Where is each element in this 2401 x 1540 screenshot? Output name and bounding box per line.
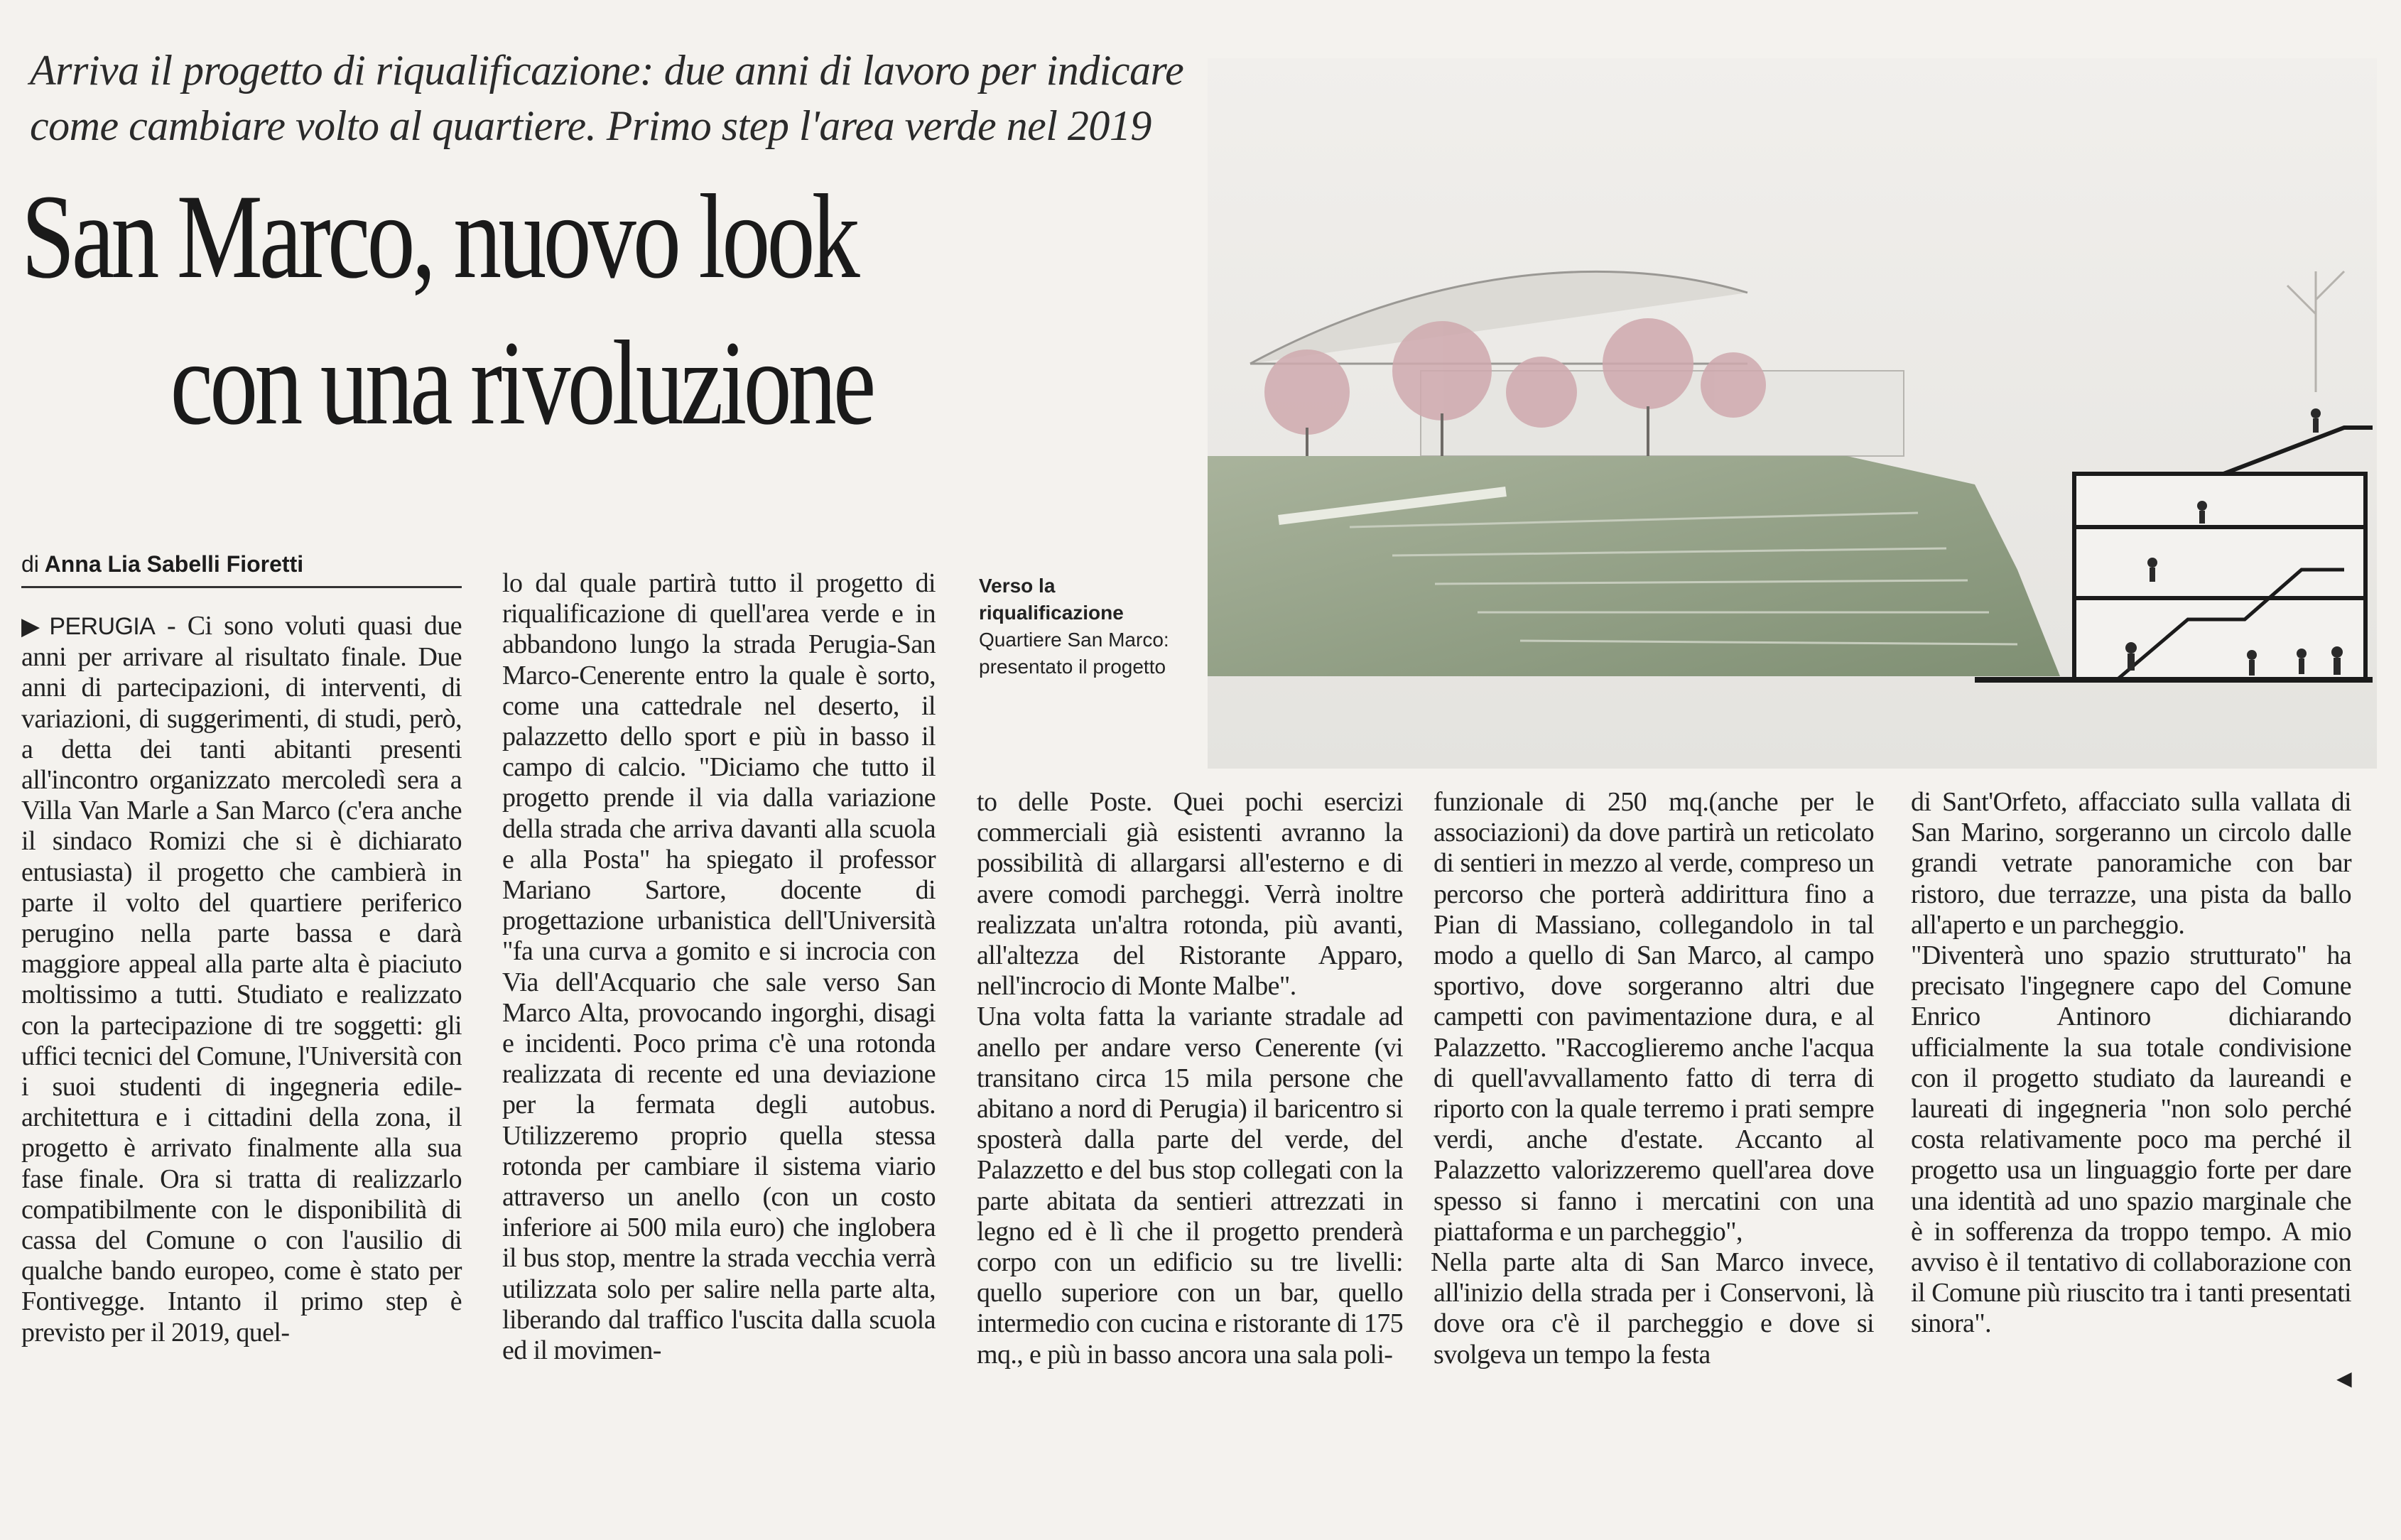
architectural-section-illustration [1208,58,2377,769]
project-rendering-image [1208,58,2377,769]
column-3-paragraph-1: to delle Poste. Quei pochi esercizi commerciali già esistenti avranno la possibilità di allargarsi all'esterno e di avere comodi parcheggi. Verrà inoltre realizzata un'altra rotonda, più avanti, all'altezza del Ristorante Apparo, nell'incrocio di Monte Malbe". [977,787,1403,1002]
kicker-subtitle: Arriva il progetto di riqualificazione: due anni di lavoro per indicare come cambiare volto al quartiere. Primo step l'area verde nel 2019 [30,47,1184,149]
end-of-article-icon: ◀ [2336,1368,2351,1391]
column-5-paragraph-1: di Sant'Orfeto, affacciato sulla vallata di San Marino, sorgeranno un circolo dalle grandi vetrate panoramiche con bar ristoro, due terrazze, una pista da ballo all'aperto e un parcheggio. [1911,787,2351,940]
column-1-text: - Ci sono voluti quasi due anni per arrivare al risultato finale. Due anni di partecipazioni, di interventi, di variazioni, di suggerimenti, di studi, però, a detta dei tanti abitanti presenti all'incontro organizzato mercoledì sera a Villa Van Marle a San Marco (c'era anche il sindaco Romizi che si è dichiarato entusiasta) il progetto che cambierà in parte il volto del quartiere periferico perugino nella parte bassa e darà maggiore appeal alla parte alta è piaciuto moltissimo a tutti. Studiato e realizzato con la partecipazione di tre soggetti: gli uffici tecnici del Comune, l'Università con i suoi studenti di ingegneria edile-architettura e i cittadini della zona, il progetto è arrivato finalmente alla sua fase finale. Ora si tratta di realizzarlo compatibilmente con le disponibilità di cassa del Comune o con l'ausilio di qualche bando europeo, come è stato per Fontivegge. Intanto il primo step è previsto per il 2019, quel- [21,611,462,1348]
triangle-marker-icon: ▶ [21,614,45,640]
article-column-5 [1911,787,2351,1391]
column-2-text: lo dal quale partirà tutto il progetto di riqualificazione di quell'area verde e in abbandono lungo la strada Perugia-San Marco-Cenerente entro la quale è sorto, come una cattedrale nel deserto, il palazzetto dello sport e più in basso il campo di calcio. "Diciamo che tutto il progetto prende il via dalla variazione della strada che arriva davanti alla scuola e alla Posta" ha spiegato il professor Mariano Sartore, docente di progettazione urbanistica dell'Università "fa una curva a gomito e si incrocia con Via dell'Acquario che sale verso San Marco Alta, provocando ingorghi, disagi e incidenti. Poco prima c'è una rotonda realizzata di recente ed una deviazione per la fermata degli autobus. Utilizzeremo proprio quella stessa rotonda per cambiare il sistema viario attraverso un anello (con un costo inferiore ai 500 mila euro) che inglobera il bus stop, mentre la strada vecchia verrà utilizzata solo per salire nella parte alta, liberando dal traffico l'uscita dalla scuola ed il movimen- [502,568,936,1366]
column-4-paragraph-1: funzionale di 250 mq.(anche per le associazioni) da dove partirà un reticolato di sentieri in mezzo al verde, compreso un percorso che porterà addirittura fino a Pian di Massiano, collegandolo in tal modo a quello di San Marco, al campo sportivo, dove sorgeranno altri due campetti con pavimentazione dura, e al Palazzetto. "Raccoglieremo anche l'acqua di quell'avvallamento fatto di terra di riporto con la quale terremo i prati sempre verdi, anche d'estate. Accanto al Palazzetto valorizzeremo quell'area dove spesso si fanno i mercatini con una piattaforma e un parcheggio", [1433,787,1874,1247]
headline-line-2: con una rivoluzione [170,316,873,450]
headline [21,163,976,456]
article-column-3 [977,787,1403,1370]
byline-author: Anna Lia Sabelli Fioretti [44,551,304,577]
caption-title: Verso la riqualificazione [979,575,1124,624]
dateline-city: PERUGIA [49,613,156,640]
caption-text: Quartiere San Marco: presentato il progetto [979,629,1169,678]
column-5-paragraph-2: "Diventerà uno spazio strutturato" ha precisato l'ingegnere capo del Comune Enrico Antinoro dichiarando ufficialmente la sua totale condivisione con il progetto studiato da laureandi e laureati di ingegneria "non solo perché costa relativamente poco ma perché il progetto usa un linguaggio forte per dare una identità ad uno spazio marginale che è in sofferenza da troppo tempo. A mio avviso è il tentativo di collaborazione con il Comune più riuscito tra i tanti presentati sinora". [1911,940,2351,1339]
headline-line-1: San Marco, nuovo look [21,170,857,303]
article-column-1 [21,611,462,1348]
column-4-paragraph-2: Nella parte alta di San Marco invece, all'inizio della strada per i Conservoni, là dove ora c'è il parcheggio e dove si svolgeva un tempo la festa [1431,1247,1874,1370]
building-section [2074,474,2365,680]
article-column-2 [502,568,936,1366]
column-3-paragraph-2: Una volta fatta la variante stradale ad anello per andare verso Cenerente (vi transitano circa 15 mila persone che abitano a nord di Perugia) il baricentro si sposterà dalla parte del verde, del Palazzetto e del bus stop collegati con la parte abitata da sentieri attrezzati in legno ed è lì che il progetto prenderà corpo con un edificio su tre livelli: quello superiore con un bar, quello intermedio con cucina e ristorante di 175 mq., e più in basso ancora una sala poli- [977,1002,1403,1370]
byline [21,551,462,588]
photo-caption [979,573,1192,680]
article-column-4 [1433,787,1874,1370]
byline-prefix: di [21,551,39,577]
